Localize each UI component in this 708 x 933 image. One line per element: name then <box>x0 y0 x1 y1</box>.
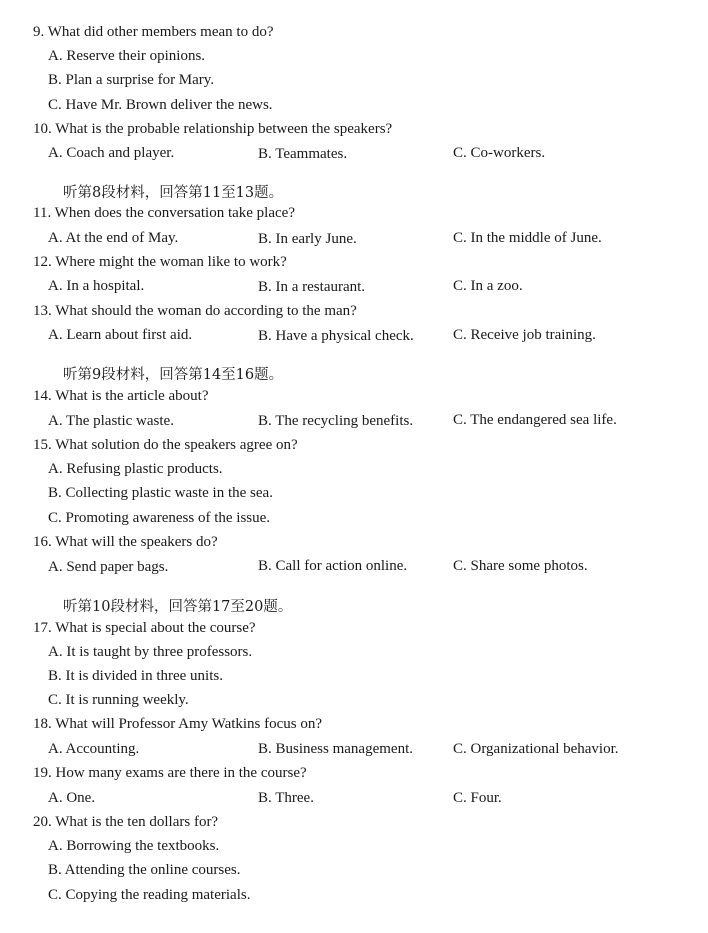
section-9-instruction: 听第9段材料，回答第14至16题。 <box>63 367 284 383</box>
question-9-option-b: B. Plan a surprise for Mary. <box>48 72 215 88</box>
question-19-option-b: B. Three. <box>258 790 314 806</box>
question-18-option-b: B. Business management. <box>258 741 413 757</box>
question-11-stem: 11. When does the conversation take place? <box>33 205 295 221</box>
question-13-option-b: B. Have a physical check. <box>258 328 414 344</box>
question-12-option-b: B. In a restaurant. <box>258 279 366 295</box>
question-20-option-b: B. Attending the online courses. <box>48 862 241 878</box>
question-15-option-c: C. Promoting awareness of the issue. <box>48 510 271 526</box>
section-10-instruction: 听第10段材料，回答第17至20题。 <box>63 599 293 615</box>
question-19-option-c: C. Four. <box>453 790 502 806</box>
question-14-option-c: C. The endangered sea life. <box>453 412 617 428</box>
question-13-stem: 13. What should the woman do according to the man? <box>33 303 357 319</box>
question-17-stem: 17. What is special about the course? <box>33 620 256 636</box>
question-18-stem: 18. What will Professor Amy Watkins focus on? <box>33 716 323 732</box>
question-10-option-b: B. Teammates. <box>258 146 348 162</box>
question-9-option-a: A. Reserve their opinions. <box>48 48 206 64</box>
question-17-option-a: A. It is taught by three professors. <box>48 644 253 660</box>
question-20-stem: 20. What is the ten dollars for? <box>33 814 219 830</box>
question-18-option-c: C. Organizational behavior. <box>453 741 619 757</box>
question-11-option-b: B. In early June. <box>258 231 357 247</box>
question-11-option-a: A. At the end of May. <box>48 230 179 246</box>
question-16-stem: 16. What will the speakers do? <box>33 534 218 550</box>
question-12-stem: 12. Where might the woman like to work? <box>33 254 287 270</box>
question-13-option-a: A. Learn about first aid. <box>48 327 193 343</box>
question-10-stem: 10. What is the probable relationship between the speakers? <box>33 121 393 137</box>
question-12-option-c: C. In a zoo. <box>453 278 523 294</box>
question-15-option-a: A. Refusing plastic products. <box>48 461 223 477</box>
question-16-option-a: A. Send paper bags. <box>48 559 169 575</box>
question-14-stem: 14. What is the article about? <box>33 388 209 404</box>
question-9-stem: 9. What did other members mean to do? <box>33 24 274 40</box>
question-16-option-c: C. Share some photos. <box>453 558 588 574</box>
question-17-option-b: B. It is divided in three units. <box>48 668 223 684</box>
question-15-option-b: B. Collecting plastic waste in the sea. <box>48 485 273 501</box>
question-16-option-b: B. Call for action online. <box>258 558 408 574</box>
question-13-option-c: C. Receive job training. <box>453 327 596 343</box>
question-19-option-a: A. One. <box>48 790 96 806</box>
question-10-option-c: C. Co-workers. <box>453 145 546 161</box>
question-20-option-a: A. Borrowing the textbooks. <box>48 838 220 854</box>
question-14-option-b: B. The recycling benefits. <box>258 413 414 429</box>
question-9-option-c: C. Have Mr. Brown deliver the news. <box>48 97 273 113</box>
section-8-instruction: 听第8段材料，回答第11至13题。 <box>63 185 284 201</box>
question-15-stem: 15. What solution do the speakers agree on? <box>33 437 298 453</box>
question-10-option-a: A. Coach and player. <box>48 145 175 161</box>
question-20-option-c: C. Copying the reading materials. <box>48 887 251 903</box>
question-18-option-a: A. Accounting. <box>48 741 140 757</box>
question-19-stem: 19. How many exams are there in the course? <box>33 765 307 781</box>
question-12-option-a: A. In a hospital. <box>48 278 145 294</box>
question-17-option-c: C. It is running weekly. <box>48 692 189 708</box>
question-14-option-a: A. The plastic waste. <box>48 413 174 429</box>
question-11-option-c: C. In the middle of June. <box>453 230 602 246</box>
